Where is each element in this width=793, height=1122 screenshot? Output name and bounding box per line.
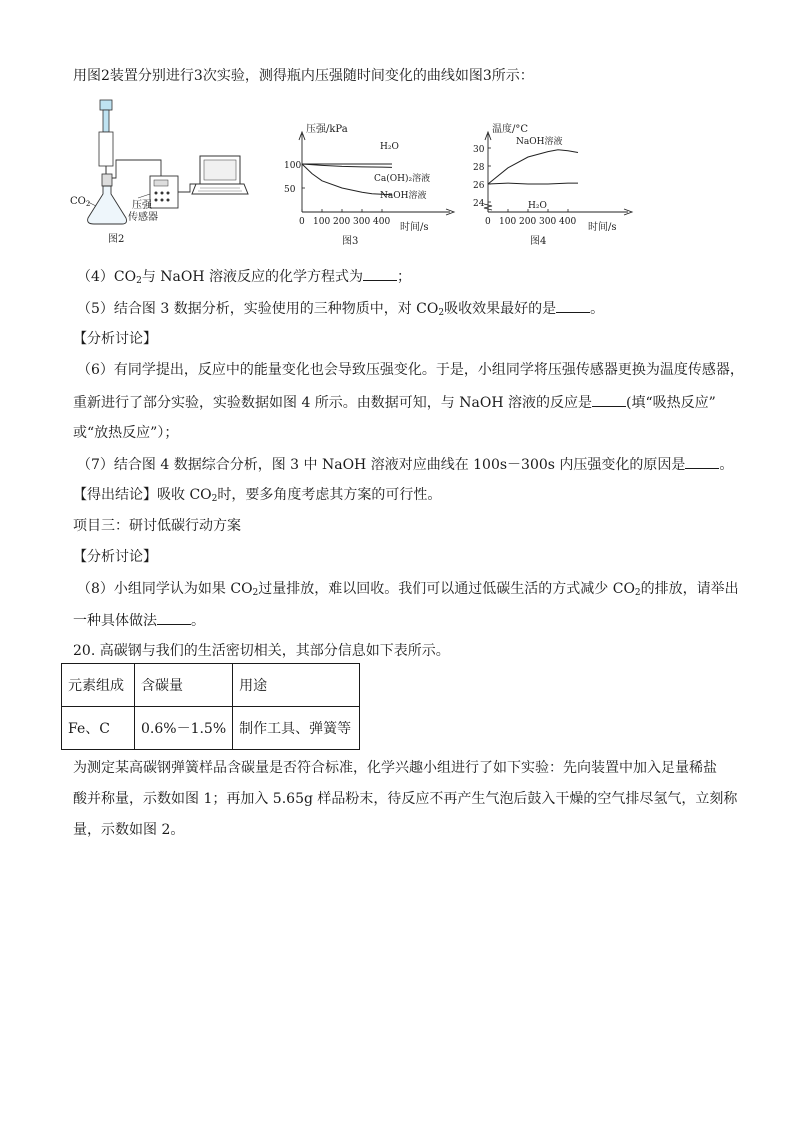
- fig3-x-tick-label: 0: [299, 217, 305, 227]
- fig4-y-axis-label: 温度/°C: [492, 124, 529, 135]
- table-cell: 0.6%－1.5%: [135, 707, 233, 750]
- sensor-display: [154, 180, 168, 186]
- section-heading-analysis: 【分析讨论】: [73, 331, 157, 347]
- intro-text: 用图2装置分别进行3次实验，测得瓶内压强随时间变化的曲线如图3所示：: [73, 68, 534, 84]
- table-header-cell: 元素组成: [62, 664, 135, 707]
- fig3-x-tick-label: 400: [373, 217, 391, 227]
- answer-blank-7[interactable]: [685, 454, 719, 469]
- fig4-x-tick-label: 300: [539, 217, 557, 227]
- co2-label: $CO_2$: [70, 196, 91, 208]
- fig4-y-tick-label: 24: [473, 199, 485, 209]
- fig4-caption: 图4: [530, 236, 547, 247]
- temperature-chart: [466, 118, 636, 250]
- flask-stopper: [102, 174, 112, 186]
- fig4-y-tick-label: 30: [473, 145, 485, 155]
- answer-blank-4[interactable]: [363, 266, 397, 281]
- apparatus-figure: [66, 98, 256, 248]
- syringe-barrel: [99, 132, 113, 166]
- fig3-x-tick-label: 300: [353, 217, 371, 227]
- fig3-x-tick-label: 200: [333, 217, 351, 227]
- fig3-series-caoh2: [302, 164, 392, 167]
- table-row: [62, 707, 360, 750]
- table-header-cell: 含碳量: [135, 664, 233, 707]
- paragraph-line-3: 量，示数如图 2。: [73, 822, 185, 838]
- syringe-plunger: [103, 110, 109, 132]
- question-7: （7）结合图 4 数据综合分析，图 3 中 NaOH 溶液对应曲线在 100s－300s 内压强变化的原因是 。: [77, 454, 733, 475]
- steel-info-table: [61, 663, 360, 750]
- table-header-row: [62, 664, 360, 707]
- question-5: （5）结合图 3 数据分析，实验使用的三种物质中，对 $CO_2$吸收效果最好的是 。: [77, 298, 604, 319]
- question-8-line1: （8）小组同学认为如果 $CO_2$过量排放，难以回收。我们可以通过低碳生活的方式减少 $CO_2$的排放，请举出: [77, 581, 739, 598]
- answer-blank-6[interactable]: [592, 392, 626, 407]
- fig4-series-naoh: [488, 150, 578, 184]
- fig3-legend-caoh2: Ca(OH)₂溶液: [374, 174, 431, 184]
- fig3-y-tick-label: 50: [284, 185, 296, 195]
- fig2-caption: 图2: [108, 234, 125, 245]
- syringe-plunger-top: [100, 100, 112, 110]
- fig4-legend-naoh: NaOH溶液: [516, 137, 563, 147]
- fig4-x-axis-label: 时间/s: [588, 222, 617, 233]
- sensor-label-line1: 压强: [132, 200, 152, 211]
- table-cell: 制作工具、弹簧等: [233, 707, 360, 750]
- question-20-intro: 20. 高碳钢与我们的生活密切相关，其部分信息如下表所示。: [73, 643, 450, 659]
- fig4-series-water: [488, 183, 578, 184]
- paragraph-line-2: 酸并称量，示数如图 1；再加入 5.65g 样品粉末，待反应不再产生气泡后鼓入干燥的空气排尽氢气，立刻称: [73, 791, 738, 807]
- question-6-line2: 重新进行了部分实验，实验数据如图 4 所示。由数据可知，与 NaOH 溶液的反应是 (填“吸热反应”: [73, 392, 716, 413]
- answer-blank-5[interactable]: [556, 298, 590, 313]
- fig3-legend-naoh: NaOH溶液: [380, 191, 427, 201]
- fig4-legend-water: H₂O: [528, 201, 547, 211]
- project-3-title: 项目三：研讨低碳行动方案: [73, 518, 241, 534]
- fig4-y-tick-label: 28: [473, 163, 485, 173]
- paragraph-line-1: 为测定某高碳钢弹簧样品含碳量是否符合标准，化学兴趣小组进行了如下实验：先向装置中加入足量稀盐: [73, 760, 717, 776]
- table-header-cell: 用途: [233, 664, 360, 707]
- question-8-line2: 一种具体做法 。: [73, 610, 205, 631]
- fig4-y-tick-label: 26: [473, 181, 485, 191]
- section-heading-analysis-2: 【分析讨论】: [73, 549, 157, 565]
- fig3-caption: 图3: [342, 236, 359, 247]
- fig3-y-tick-label: 100: [284, 161, 302, 171]
- connecting-tube: [112, 160, 161, 178]
- sensor-label-line2: 传感器: [128, 212, 158, 223]
- fig4-x-tick-label: 0: [485, 217, 491, 227]
- fig3-x-axis-label: 时间/s: [400, 222, 429, 233]
- answer-blank-8[interactable]: [157, 610, 191, 625]
- question-6-line3: 或“放热反应”）；: [73, 425, 179, 441]
- pressure-chart: [280, 118, 460, 250]
- question-6-line1: （6）有同学提出，反应中的能量变化也会导致压强变化。于是，小组同学将压强传感器更换为温度传感器，: [77, 362, 744, 378]
- fig4-x-tick-label: 400: [559, 217, 577, 227]
- fig4-x-tick-label: 200: [519, 217, 537, 227]
- laptop-keyboard: [192, 184, 248, 194]
- table-cell: Fe、C: [62, 707, 135, 750]
- fig3-x-tick-label: 100: [313, 217, 331, 227]
- fig4-x-tick-label: 100: [499, 217, 517, 227]
- question-4: $(4)CO_2$与 NaOH 溶液反应的化学方程式为 ；: [77, 266, 411, 287]
- fig3-y-axis-label: 压强/kPa: [306, 124, 348, 135]
- conclusion: 【得出结论】吸收 $CO_2$时，要多角度考虑其方案的可行性。: [73, 487, 442, 504]
- fig3-legend-water: H₂O: [380, 142, 399, 152]
